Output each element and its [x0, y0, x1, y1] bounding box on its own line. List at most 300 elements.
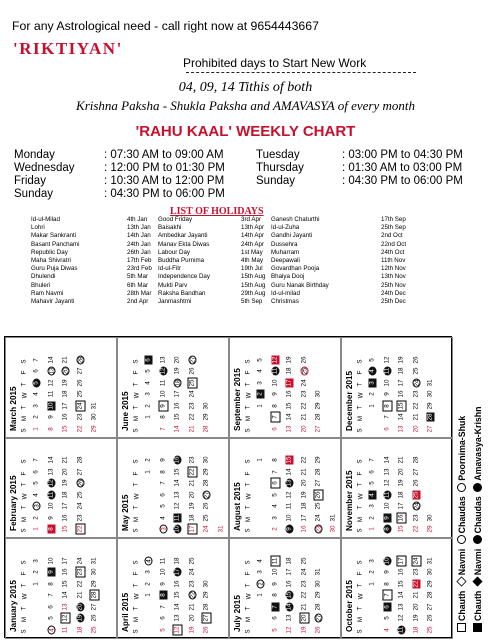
month-block	[5, 538, 117, 639]
rahu-kaal-time: : 01:30 AM to 03:00 PM	[342, 162, 463, 174]
calendar-day: 30	[329, 525, 336, 533]
calendar-day: 22	[300, 402, 307, 410]
holiday-name: Good Friday	[158, 216, 193, 223]
weekday-letter: S	[132, 427, 140, 433]
month-title: January 2015	[9, 579, 18, 632]
calendar-day: 8	[271, 403, 278, 408]
calendar-day: 14	[61, 591, 69, 599]
calendar-day: 5	[144, 369, 152, 373]
calendar-day: 21	[76, 591, 83, 599]
weekday-letter: F	[132, 471, 140, 475]
holiday-name: Republic Day	[31, 248, 68, 256]
calendar-day: 26	[426, 614, 434, 622]
calendar-day: 17	[61, 502, 69, 510]
month-block	[117, 538, 229, 639]
calendar-day: 20	[188, 491, 195, 499]
calendar-day: 10	[159, 390, 166, 398]
calendar-day: 2	[257, 390, 265, 399]
weekday-letter: S	[244, 427, 252, 433]
calendar-day: 28	[314, 468, 322, 476]
weekday-letter: F	[20, 571, 28, 576]
calendar-day: 8	[383, 581, 390, 586]
calendar-day: 21	[300, 468, 307, 476]
calendar-day: 5	[368, 357, 376, 362]
weekday-letter: T	[20, 382, 28, 386]
calendar-day: 26	[90, 614, 98, 622]
weekday-letter: S	[20, 628, 28, 634]
calendar-day: 5	[271, 492, 278, 497]
rahu-kaal-time: : 03:00 PM to 04:30 PM	[342, 149, 463, 161]
calendar-day: 29	[202, 591, 210, 599]
weekday-letter: W	[133, 493, 141, 499]
calendar-day: 22	[300, 591, 307, 599]
calendar-day: 5	[256, 357, 264, 362]
calendar-day: 12	[159, 367, 166, 375]
holiday-name: Lohri	[31, 224, 45, 232]
calendar-day: 27	[76, 367, 83, 375]
holiday-name: Maha Shivratri	[31, 257, 71, 264]
calendar-day: 13	[397, 603, 405, 611]
weekday-letter: S	[20, 559, 28, 565]
circle-filled-icon	[473, 483, 482, 492]
calendar-day: 16	[173, 402, 181, 410]
month-title: July 2015	[233, 594, 242, 632]
calendar-day: 5	[159, 627, 166, 632]
rahu-kaal-day: Sunday	[256, 175, 296, 187]
calendar-day: 28	[412, 456, 419, 464]
calendar-day: 9	[383, 513, 391, 522]
calendar-day: 16	[173, 580, 181, 588]
calendar-day: 19	[188, 626, 195, 634]
calendar-day: 20	[300, 479, 307, 487]
calendar-day: 20	[188, 614, 195, 622]
calendar-day: 10	[47, 502, 54, 510]
month-block	[117, 438, 229, 539]
calendar-day: 21	[61, 456, 69, 464]
holiday-date: 13th Nov	[381, 273, 406, 281]
calendar-day: 26	[202, 626, 210, 634]
month-block	[117, 337, 229, 438]
weekday-letter: S	[20, 459, 28, 464]
weekday-letter: T	[356, 405, 364, 409]
square-filled-icon	[473, 623, 482, 632]
calendar-day: 20	[300, 425, 307, 433]
calendar-day: 9	[286, 525, 294, 534]
calendar-day: 22	[76, 425, 83, 433]
calendar-day: 2	[368, 515, 376, 520]
calendar-day: 24	[76, 402, 83, 410]
weekday-letter: F	[132, 571, 140, 576]
calendar-day: 12	[383, 356, 390, 364]
weekday-letter: F	[244, 370, 252, 375]
calendar-day: 16	[397, 390, 405, 398]
calendar-day: 17	[173, 568, 181, 576]
holiday-name: Ambedkar Jayanti	[158, 232, 208, 240]
calendar-day: 17	[397, 502, 405, 510]
calendar-day: 20	[412, 425, 419, 433]
holiday-name: Muharram	[271, 248, 300, 256]
holiday-name: Ganesh Chaturthi	[271, 216, 320, 223]
calendar-day: 10	[383, 379, 390, 387]
calendar-day: 8	[159, 415, 166, 419]
legend-chaudas: Chaudas	[457, 496, 467, 534]
calendar-day: 31	[426, 557, 434, 565]
holiday-name: Deepawali	[271, 257, 300, 264]
weekday-letter: W	[357, 392, 365, 399]
circle-outline-icon	[457, 483, 466, 492]
weekday-letter: T	[20, 482, 28, 487]
calendar-day: 3	[256, 570, 264, 574]
calendar-day: 23	[188, 456, 195, 464]
rahu-kaal-row	[256, 175, 463, 187]
calendar-day: 4	[32, 392, 40, 396]
calendar-day: 27	[426, 425, 434, 433]
holiday-date: 28th Mar	[127, 289, 152, 297]
calendar-day: 21	[188, 603, 195, 611]
calendar-day: 13	[285, 479, 293, 487]
calendar-day: 21	[412, 591, 419, 599]
calendar-day: 11	[61, 626, 69, 633]
calendar-day: 24	[314, 514, 322, 522]
calendar-day: 9	[383, 570, 390, 574]
calendar-day: 28	[202, 425, 210, 433]
calendar-day: 24	[413, 502, 420, 510]
calendar-day: 14	[173, 479, 181, 487]
holiday-date: 14th Jan	[127, 232, 151, 240]
calendar-day: 8	[271, 593, 278, 597]
calendar-day: 29	[314, 591, 322, 599]
calendar-day: 4	[256, 558, 264, 563]
holiday-date: 17th Sep	[381, 216, 406, 223]
calendar-day: 6	[32, 469, 40, 474]
holiday-name: Manav Ekta Diwas	[158, 240, 210, 248]
calendar-day: 2	[257, 579, 265, 588]
calendar-day: 9	[159, 581, 166, 586]
holiday-name: Christmas	[271, 298, 299, 305]
calendar-day: 7	[368, 458, 376, 462]
calendar-day: 28	[426, 591, 434, 599]
calendar-day: 2	[368, 570, 376, 574]
calendar-day: 1	[368, 527, 376, 531]
calendar-day: 24	[188, 390, 195, 398]
holiday-date: 15th Aug	[241, 273, 266, 281]
calendar-day: 20	[412, 603, 419, 611]
calendar-day: 25	[412, 367, 419, 375]
calendar-day: 8	[47, 581, 54, 586]
legend-row-outline	[457, 416, 467, 634]
calendar-day: 10	[271, 568, 278, 576]
calendar-day: 1	[144, 593, 152, 597]
calendar-day: 6	[47, 604, 54, 609]
calendar-day: 9	[47, 568, 55, 577]
holiday-name: Baisakhi	[158, 224, 182, 232]
calendar-day: 7	[159, 481, 166, 485]
weekday-letter: W	[357, 493, 365, 499]
calendar-day: 21	[188, 479, 195, 487]
calendar-day: 16	[397, 514, 405, 522]
calendar-day: 22	[189, 591, 196, 599]
weekday-letter: F	[132, 370, 140, 375]
rahu-kaal-day: Wednesday	[14, 162, 75, 174]
calendar-day: 27	[412, 468, 419, 476]
month-title: May 2015	[121, 494, 130, 531]
calendar-day: 1	[144, 415, 152, 419]
calendar-day: 17	[397, 379, 405, 387]
weekday-letter: F	[356, 571, 364, 576]
calendar-day: 24	[412, 557, 419, 565]
calendar-day: 15	[285, 456, 293, 464]
calendar-day: 12	[47, 479, 54, 487]
square-outline-icon	[457, 623, 466, 632]
calendar-day: 30	[90, 568, 98, 576]
calendar-day: 18	[285, 367, 293, 375]
calendar-day: 14	[383, 456, 390, 464]
holiday-name: Independence Day	[158, 273, 210, 281]
calendar-day: 25	[314, 502, 322, 510]
calendar-day: 15	[173, 413, 181, 421]
calendar-day: 20	[397, 468, 405, 476]
calendar-day: 30	[202, 402, 210, 410]
calendar-day: 12	[173, 626, 181, 634]
weekday-letter: W	[245, 593, 253, 600]
calendar-day: 16	[61, 413, 69, 421]
weekday-letter: S	[132, 628, 140, 634]
calendar-day: 4	[145, 556, 153, 565]
calendar-day: 5	[159, 504, 166, 508]
calendar-day: 30	[426, 514, 434, 522]
calendar-day: 29	[314, 456, 322, 464]
calendar-day: 13	[285, 614, 293, 622]
holiday-name: Gandhi Jayanti	[271, 232, 313, 240]
calendar-day: 21	[188, 425, 195, 433]
calendar-day: 26	[412, 479, 419, 487]
calendar-day: 18	[174, 378, 182, 386]
calendar-day: 15	[173, 591, 181, 599]
holiday-name: Janmashtmi	[158, 298, 192, 305]
calendar-day: 6	[383, 602, 391, 611]
holiday-date: 25th Nov	[381, 281, 406, 289]
rahu-kaal-row	[256, 162, 462, 174]
calendar-day: 7	[383, 591, 391, 600]
calendar-day: 25	[412, 491, 419, 499]
holiday-name: Ram Navmi	[31, 289, 64, 297]
weekday-letter: T	[20, 606, 28, 610]
weekday-letter: T	[244, 606, 252, 610]
holiday-date: 5th Sep	[241, 298, 263, 305]
calendar-day: 15	[61, 525, 69, 533]
calendar-day: 31	[314, 568, 322, 576]
circle-filled-icon	[473, 535, 482, 544]
holiday-date: 5th Mar	[127, 273, 148, 281]
calendar-day: 2	[144, 581, 152, 586]
calendar-day: 20	[61, 468, 69, 476]
calendar-day: 10	[383, 557, 390, 565]
calendar-day: 3	[368, 558, 376, 563]
rahu-kaal-day: Monday	[14, 149, 55, 161]
holiday-date: 24th Apr	[241, 240, 265, 248]
weekday-letter: M	[357, 516, 365, 522]
calendar-day: 22	[300, 456, 307, 464]
calendar-day: 7	[32, 357, 40, 362]
calendar-day: 13	[383, 468, 390, 476]
calendar-day: 22	[76, 525, 83, 533]
calendar-day: 4	[144, 380, 152, 385]
weekday-letter: T	[20, 583, 28, 587]
holiday-date: 26th Jan	[127, 248, 151, 256]
calendar-day: 8	[159, 469, 166, 474]
holiday-date: 11th Nov	[381, 257, 406, 264]
calendar-day: 19	[188, 502, 195, 510]
calendar-day: 18	[397, 491, 405, 499]
calendar-day: 17	[188, 525, 195, 533]
calendar-day: 8	[159, 591, 167, 600]
calendar-day: 21	[300, 603, 307, 611]
holiday-name: Basant Panchami	[31, 240, 80, 248]
calendar-day: 12	[383, 479, 390, 487]
calendar-day: 31	[426, 379, 434, 387]
calendar-day: 6	[159, 492, 166, 497]
calendar-day: 4	[369, 490, 377, 499]
calendar-day: 2	[32, 570, 40, 574]
calendar-day: 23	[76, 514, 83, 522]
calendar-day: 4	[47, 625, 55, 634]
calendar-day: 10	[383, 502, 390, 510]
holiday-name: Id-ul-Fitr	[158, 265, 182, 273]
calendar-day: 23	[315, 525, 323, 533]
month-block	[341, 438, 453, 539]
rahu-kaal-time: : 10:30 AM to 12:00 PM	[104, 175, 225, 187]
weekday-letter: T	[356, 482, 364, 487]
calendar-day: 1	[256, 593, 264, 597]
month-block	[229, 337, 341, 438]
weekday-letter: T	[244, 405, 252, 409]
calendar-day: 29	[426, 580, 434, 588]
calendar-day: 4	[383, 627, 390, 632]
calendar-day: 16	[61, 568, 69, 576]
calendar-day: 13	[47, 468, 54, 476]
diamond-filled-icon	[472, 577, 482, 587]
calendar-day: 27	[314, 425, 322, 433]
calendar-day: 7	[383, 415, 390, 419]
weekday-letter: T	[132, 505, 140, 510]
calendar-day: 29	[426, 402, 434, 410]
holiday-date: 13th Apr	[241, 224, 265, 232]
month-block	[5, 438, 117, 539]
calendar-day: 19	[397, 356, 405, 364]
weekday-letter: M	[245, 616, 253, 623]
calendar-day: 19	[397, 479, 405, 487]
weekday-letter: F	[356, 370, 364, 375]
calendar-day: 10	[271, 379, 278, 387]
calendar-day: 11	[47, 390, 54, 398]
calendar-day: 18	[61, 491, 69, 499]
month-block	[341, 337, 453, 438]
calendar-day: 18	[61, 390, 69, 398]
holiday-name: Id-ul-Zuha	[271, 224, 300, 232]
weekday-letter: S	[356, 358, 364, 364]
calendar-day: 13	[173, 614, 181, 622]
calendar-day: 1	[32, 527, 40, 531]
calendar-day: 9	[47, 515, 54, 520]
calendar-day: 27	[90, 603, 98, 611]
calendar-day: 16	[397, 568, 405, 576]
calendar-day: 15	[397, 525, 405, 533]
calendar-day: 19	[61, 379, 69, 387]
calendar-day: 26	[314, 626, 322, 634]
calendar-day: 25	[301, 367, 308, 375]
calendar-day: 12	[285, 491, 293, 499]
calendar-day: 25	[76, 390, 83, 398]
calendar-day: 22	[412, 580, 419, 588]
month-title: April 2015	[121, 592, 130, 632]
rahu-kaal-time: : 04:30 PM to 06:00 PM	[104, 188, 225, 200]
weekday-letter: T	[244, 482, 252, 487]
calendar-day: 13	[285, 425, 293, 433]
rahu-kaal-row	[14, 188, 225, 200]
calendar-day: 24	[300, 379, 307, 387]
calendar-day: 19	[76, 614, 83, 622]
calendar-day: 26	[412, 356, 419, 364]
rahu-kaal-time: : 12:00 PM to 01:30 PM	[104, 162, 225, 174]
calendar-day: 18	[173, 557, 181, 565]
calendar-day: 8	[271, 458, 278, 462]
calendar-day: 4	[369, 367, 377, 376]
weekday-letter: W	[21, 392, 29, 399]
calendar-day: 9	[159, 458, 166, 462]
legend-amavasya: Amavasya-Krishn	[473, 406, 483, 481]
calendar-day: 22	[188, 413, 195, 421]
calendar-day: 14	[285, 468, 293, 476]
calendar-day: 1	[144, 469, 152, 474]
calendar-day: 19	[300, 626, 307, 634]
calendar-day: 30	[202, 580, 210, 588]
weekday-letter: F	[244, 471, 252, 475]
calendar-day: 27	[189, 355, 196, 363]
month-block	[229, 538, 341, 639]
holiday-date: 24th Jan	[127, 240, 151, 248]
brand-subtitle: Prohibited days to Start New Work	[183, 56, 367, 70]
calendar-day: 18	[76, 626, 83, 634]
calendar-day: 18	[397, 367, 405, 375]
calendar-day: 3	[369, 378, 377, 387]
contact-line: For any Astrological need - call right now at 9654443667	[12, 19, 319, 33]
holiday-name: Bhuleri	[31, 281, 51, 289]
weekday-letter: W	[133, 593, 141, 600]
calendar-day: 11	[285, 502, 293, 510]
calendar-day: 29	[202, 413, 210, 421]
calendar-day: 11	[383, 367, 390, 375]
calendar-day: 25	[90, 626, 98, 634]
calendar-day: 13	[173, 491, 181, 499]
calendar-day: 14	[173, 603, 181, 611]
weekday-letter: W	[245, 493, 253, 499]
month-title: August 2015	[233, 482, 242, 531]
calendar-day: 1	[32, 581, 40, 586]
calendar-day: 11	[47, 491, 54, 498]
calendar-day: 4	[256, 369, 264, 373]
calendar-day: 15	[61, 580, 69, 588]
calendar-day: 25	[300, 557, 307, 565]
calendar-day: 26	[300, 356, 307, 364]
calendar-day: 9	[271, 392, 278, 396]
calendar-day: 11	[159, 379, 166, 386]
calendar-day: 7	[47, 593, 54, 597]
calendar-day: 6	[271, 479, 279, 488]
calendar-day: 23	[188, 402, 195, 410]
calendar-day: 21	[61, 356, 69, 364]
weekday-letter: T	[132, 482, 140, 487]
calendar-day: 17	[173, 390, 181, 398]
